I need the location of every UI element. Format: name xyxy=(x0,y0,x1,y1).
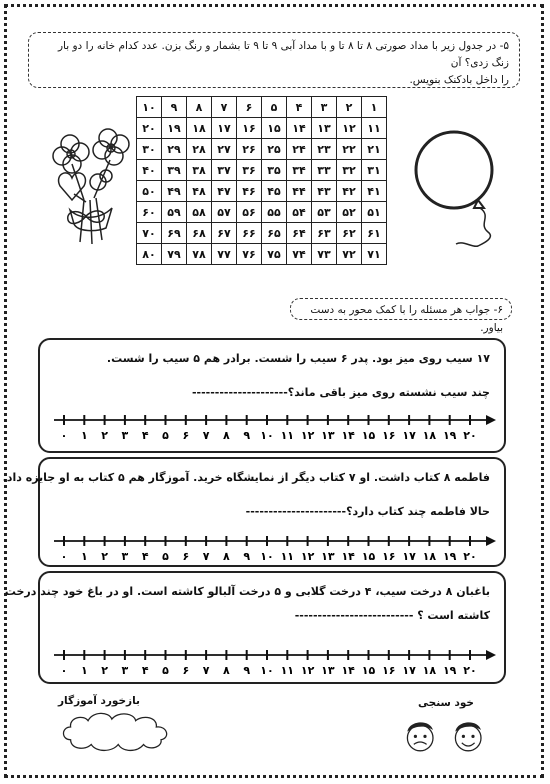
grid-cell[interactable]: ۵۰ xyxy=(137,181,162,202)
grid-cell[interactable]: ۵۱ xyxy=(362,202,387,223)
number-line-label: ۱۷ xyxy=(402,550,416,563)
grid-cell[interactable]: ۴۳ xyxy=(312,181,337,202)
grid-cell[interactable]: ۴ xyxy=(287,97,312,118)
problem-2-answer-line[interactable]: حالا فاطمه چند کتاب دارد؟---------------------- xyxy=(245,505,490,518)
grid-cell[interactable]: ۵۸ xyxy=(187,202,212,223)
grid-cell[interactable]: ۶۲ xyxy=(337,223,362,244)
grid-cell[interactable]: ۶۶ xyxy=(237,223,262,244)
grid-cell[interactable]: ۳۹ xyxy=(162,160,187,181)
grid-cell[interactable]: ۳۲ xyxy=(337,160,362,181)
grid-cell[interactable]: ۳۶ xyxy=(237,160,262,181)
grid-cell[interactable]: ۳۰ xyxy=(137,139,162,160)
problem-2-line1: فاطمه ۸ کتاب داشت. او ۷ کتاب دیگر از نمایشگاه خرید. آموزگار هم ۵ کتاب به او جایزه داد. xyxy=(2,471,490,484)
number-line-label: ۰ xyxy=(60,664,68,677)
grid-cell[interactable]: ۲۷ xyxy=(212,139,237,160)
grid-cell[interactable]: ۹ xyxy=(162,97,187,118)
number-line-label: ۷ xyxy=(202,429,210,442)
grid-cell[interactable]: ۶۹ xyxy=(162,223,187,244)
grid-cell[interactable]: ۵ xyxy=(262,97,287,118)
number-line-label: ۱۶ xyxy=(382,429,396,442)
number-line-label: ۱ xyxy=(80,429,88,442)
question-6-text: ۶- جواب هر مسئله را با کمک محور به دست بیاور. xyxy=(310,304,503,334)
problem-3-box xyxy=(4,571,506,684)
grid-cell[interactable]: ۷۵ xyxy=(262,244,287,265)
grid-cell[interactable]: ۵۴ xyxy=(287,202,312,223)
problem-3-line1: باغبان ۸ درخت سیب، ۴ درخت گلابی و ۵ درخت آلبالو کاشته است. او در باغ خود چند درخت xyxy=(4,585,490,598)
grid-cell[interactable]: ۲۰ xyxy=(137,118,162,139)
grid-cell[interactable]: ۶ xyxy=(237,97,262,118)
number-line-label: ۹ xyxy=(243,429,251,442)
grid-cell[interactable]: ۴۲ xyxy=(337,181,362,202)
flower-bouquet-icon xyxy=(40,120,132,248)
number-line-label: ۸ xyxy=(223,550,230,563)
number-line-label: ۱۹ xyxy=(442,664,457,677)
grid-cell[interactable]: ۵۹ xyxy=(162,202,187,223)
number-line-label: ۲ xyxy=(101,429,108,442)
grid-cell[interactable]: ۳۴ xyxy=(287,160,312,181)
number-line-label: ۱۴ xyxy=(341,429,355,442)
grid-cell[interactable]: ۱۵ xyxy=(262,118,287,139)
number-line-label: ۱۷ xyxy=(402,429,416,442)
number-line-label: ۶ xyxy=(182,550,190,563)
problem-3-answer-line[interactable]: کاشته است ؟ -------------------------- xyxy=(294,609,490,622)
self-assessment-label: خود سنجی xyxy=(418,697,474,709)
grid-cell[interactable]: ۷۸ xyxy=(187,244,212,265)
grid-cell[interactable]: ۵۶ xyxy=(237,202,262,223)
grid-cell[interactable]: ۱۹ xyxy=(162,118,187,139)
number-line-label: ۱۲ xyxy=(300,429,315,442)
grid-cell[interactable]: ۲۴ xyxy=(287,139,312,160)
number-line-label: ۱۷ xyxy=(402,664,416,677)
feedback-cloud-icon[interactable] xyxy=(44,708,194,754)
number-line-label: ۵ xyxy=(162,664,169,677)
grid-cell[interactable]: ۷۱ xyxy=(362,244,387,265)
number-line-label: ۱۵ xyxy=(361,664,376,677)
grid-cell[interactable]: ۶۱ xyxy=(362,223,387,244)
number-line-label: ۵ xyxy=(162,550,169,563)
number-line-label: ۱۰ xyxy=(260,664,274,677)
grid-cell[interactable]: ۳۱ xyxy=(362,160,387,181)
grid-cell[interactable]: ۲ xyxy=(337,97,362,118)
grid-cell[interactable]: ۱۱ xyxy=(362,118,387,139)
number-line-label: ۱۰ xyxy=(260,429,274,442)
grid-cell[interactable]: ۳۳ xyxy=(312,160,337,181)
grid-cell[interactable]: ۸۰ xyxy=(137,244,162,265)
grid-cell[interactable]: ۱۸ xyxy=(187,118,212,139)
number-line-label: ۸ xyxy=(223,429,230,442)
number-line-label: ۱۱ xyxy=(280,550,295,563)
number-line-label: ۱۱ xyxy=(280,429,295,442)
problem-1-box xyxy=(38,338,506,453)
grid-cell[interactable]: ۴۷ xyxy=(212,181,237,202)
grid-cell[interactable]: ۲۶ xyxy=(237,139,262,160)
grid-cell[interactable]: ۲۲ xyxy=(337,139,362,160)
number-line-label: ۱۳ xyxy=(321,550,335,563)
problem-1-line1: ۱۷ سیب روی میز بود. پدر ۶ سیب را شست. برادر هم ۵ سیب را شست. xyxy=(106,352,490,365)
number-line-label: ۱۹ xyxy=(442,429,457,442)
grid-cell[interactable]: ۳۷ xyxy=(212,160,237,181)
grid-cell[interactable]: ۴۹ xyxy=(162,181,187,202)
number-line-label: ۳ xyxy=(121,550,129,563)
grid-cell[interactable]: ۱۳ xyxy=(312,118,337,139)
grid-cell[interactable]: ۶۳ xyxy=(312,223,337,244)
arrow-right-icon xyxy=(486,415,496,425)
grid-cell[interactable]: ۷۴ xyxy=(287,244,312,265)
grid-row xyxy=(137,160,387,181)
number-line-label: ۱ xyxy=(80,664,88,677)
number-line-label: ۲ xyxy=(101,664,108,677)
grid-cell[interactable]: ۷۶ xyxy=(237,244,262,265)
arrow-right-icon xyxy=(486,536,496,546)
grid-cell[interactable]: ۴۴ xyxy=(287,181,312,202)
number-line-label: ۰ xyxy=(60,429,68,442)
grid-cell[interactable]: ۲۳ xyxy=(312,139,337,160)
grid-cell[interactable]: ۲۹ xyxy=(162,139,187,160)
grid-cell[interactable]: ۶۴ xyxy=(287,223,312,244)
problem-2-box xyxy=(2,457,506,567)
number-line-label: ۱۵ xyxy=(361,429,376,442)
number-grid xyxy=(136,96,387,265)
grid-cell[interactable]: ۵۷ xyxy=(212,202,237,223)
grid-cell[interactable]: ۱۶ xyxy=(237,118,262,139)
grid-cell[interactable]: ۷۹ xyxy=(162,244,187,265)
grid-cell[interactable]: ۳ xyxy=(312,97,337,118)
grid-cell[interactable]: ۶۵ xyxy=(262,223,287,244)
question-5-box xyxy=(28,32,520,88)
number-line-label: ۱۹ xyxy=(442,550,457,563)
grid-cell[interactable]: ۱۷ xyxy=(212,118,237,139)
number-line-label: ۱۸ xyxy=(422,664,437,677)
grid-cell[interactable]: ۴۵ xyxy=(262,181,287,202)
number-line-label: ۱۵ xyxy=(361,550,376,563)
number-line-label: ۱۱ xyxy=(280,664,295,677)
grid-cell[interactable]: ۱۴ xyxy=(287,118,312,139)
grid-cell[interactable]: ۴۸ xyxy=(187,181,212,202)
grid-cell[interactable]: ۴۶ xyxy=(237,181,262,202)
number-line-label: ۱۳ xyxy=(321,664,335,677)
grid-row xyxy=(137,202,387,223)
number-line-label: ۲۰ xyxy=(463,664,477,677)
number-line-label: ۱۴ xyxy=(341,664,355,677)
grid-row xyxy=(137,118,387,139)
number-line-label: ۱۳ xyxy=(321,429,335,442)
grid-cell[interactable]: ۶۰ xyxy=(137,202,162,223)
grid-cell[interactable]: ۶۸ xyxy=(187,223,212,244)
grid-cell[interactable]: ۵۵ xyxy=(262,202,287,223)
grid-cell[interactable]: ۷۰ xyxy=(137,223,162,244)
grid-cell[interactable]: ۸ xyxy=(187,97,212,118)
number-line-label: ۲۰ xyxy=(463,429,477,442)
grid-cell[interactable]: ۲۸ xyxy=(187,139,212,160)
grid-cell[interactable]: ۷ xyxy=(212,97,237,118)
grid-row xyxy=(137,139,387,160)
grid-cell[interactable]: ۷۳ xyxy=(312,244,337,265)
grid-cell[interactable]: ۲۱ xyxy=(362,139,387,160)
grid-cell[interactable]: ۱۲ xyxy=(337,118,362,139)
self-assessment-faces-icon[interactable] xyxy=(386,714,504,762)
number-line-label: ۱۸ xyxy=(422,429,437,442)
grid-cell[interactable]: ۱۰ xyxy=(137,97,162,118)
number-line-label: ۱۴ xyxy=(341,550,355,563)
number-line-label: ۱۸ xyxy=(422,550,437,563)
arrow-right-icon xyxy=(486,650,496,660)
number-line-label: ۱۲ xyxy=(300,664,315,677)
number-line-label: ۳ xyxy=(121,429,129,442)
number-line-1[interactable] xyxy=(50,410,498,444)
number-line-label: ۶ xyxy=(182,664,190,677)
number-line-label: ۸ xyxy=(223,664,230,677)
number-line-2[interactable] xyxy=(50,531,498,565)
number-line-label: ۴ xyxy=(141,429,149,442)
question-5-line2: را داخل بادکنک بنویس. xyxy=(409,74,509,86)
grid-cell[interactable]: ۳۸ xyxy=(187,160,212,181)
number-line-label: ۰ xyxy=(60,550,68,563)
number-line-label: ۱۲ xyxy=(300,550,315,563)
question-6-box xyxy=(290,298,512,334)
grid-cell[interactable]: ۵۳ xyxy=(312,202,337,223)
grid-cell[interactable]: ۶۷ xyxy=(212,223,237,244)
number-line-label: ۶ xyxy=(182,429,190,442)
number-line-label: ۲۰ xyxy=(463,550,477,563)
number-line-label: ۱ xyxy=(80,550,88,563)
number-line-label: ۵ xyxy=(162,429,169,442)
number-line-label: ۷ xyxy=(202,550,210,563)
grid-cell[interactable]: ۳۵ xyxy=(262,160,287,181)
grid-cell[interactable]: ۱ xyxy=(362,97,387,118)
number-line-3[interactable] xyxy=(50,645,498,679)
number-line-label: ۴ xyxy=(141,664,149,677)
balloon-icon[interactable] xyxy=(408,128,508,250)
grid-cell[interactable]: ۷۲ xyxy=(337,244,362,265)
number-line-label: ۹ xyxy=(243,550,251,563)
question-5-line1: ۵- در جدول زیر با مداد صورتی ۸ تا ۸ تا و با مداد آبی ۹ تا ۹ تا بشمار و رنگ بزن. عدد کدام خانه را دو بار زنگ زدی؟ آن xyxy=(57,40,509,69)
grid-cell[interactable]: ۵۲ xyxy=(337,202,362,223)
teacher-feedback-label: بازخورد آموزگار xyxy=(58,695,140,707)
number-line-label: ۹ xyxy=(243,664,251,677)
grid-row xyxy=(137,181,387,202)
grid-cell[interactable]: ۷۷ xyxy=(212,244,237,265)
grid-row xyxy=(137,244,387,265)
grid-row xyxy=(137,97,387,118)
number-line-label: ۳ xyxy=(121,664,129,677)
number-line-label: ۱۶ xyxy=(382,664,396,677)
number-line-label: ۴ xyxy=(141,550,149,563)
grid-cell[interactable]: ۴۱ xyxy=(362,181,387,202)
grid-row xyxy=(137,223,387,244)
number-line-label: ۱۶ xyxy=(382,550,396,563)
grid-cell[interactable]: ۲۵ xyxy=(262,139,287,160)
grid-cell[interactable]: ۴۰ xyxy=(137,160,162,181)
number-line-label: ۱۰ xyxy=(260,550,274,563)
problem-1-answer-line[interactable]: چند سیب نشسته روی میز باقی ماند؟--------------------- xyxy=(191,386,490,399)
number-line-label: ۲ xyxy=(101,550,108,563)
number-line-label: ۷ xyxy=(202,664,210,677)
